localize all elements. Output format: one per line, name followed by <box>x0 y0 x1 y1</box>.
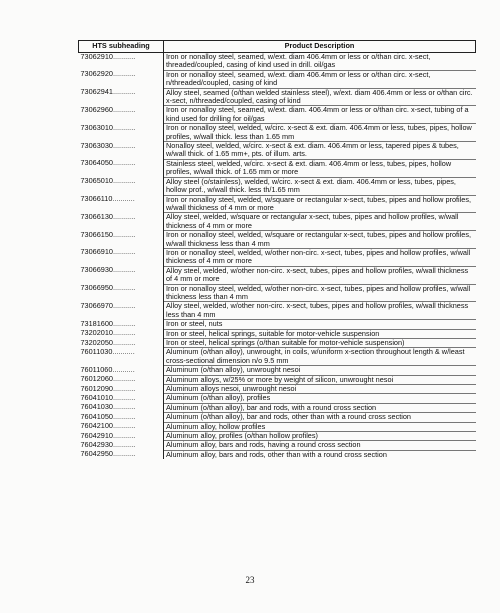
product-description: Aluminum alloy, bars and rods, other than with a round cross section <box>164 450 476 459</box>
hts-code-cell <box>79 441 164 450</box>
hts-code-cell <box>79 403 164 412</box>
hts-code: 73066950 <box>80 284 113 293</box>
hts-code: 73062960 <box>80 105 113 114</box>
hts-code: 76042100 <box>80 422 113 431</box>
hts-code: 73064050 <box>80 159 113 168</box>
leader-dots: ........... <box>112 266 136 275</box>
hts-code: 73063010 <box>80 123 113 132</box>
hts-code: 76042930 <box>80 440 113 449</box>
leader-dots: ........... <box>112 88 136 97</box>
table-row <box>79 70 476 88</box>
hts-code: 73062920 <box>80 70 113 79</box>
page-number: 23 <box>245 575 255 585</box>
table-row <box>79 177 476 195</box>
product-description: Iron or nonalloy steel, welded, w/other non-circ. x-sect, tubes, pipes and hollow profiles, w/wall thickness less than 4 mm <box>164 284 476 302</box>
hts-code-cell <box>79 53 164 71</box>
hts-code-cell <box>79 366 164 375</box>
hts-code-cell <box>79 88 164 106</box>
hts-code-cell <box>79 159 164 177</box>
hts-code-cell <box>79 106 164 124</box>
hts-table <box>78 40 476 459</box>
product-description: Iron or steel, helical springs (o/than suitable for motor-vehicle suspension) <box>164 339 476 348</box>
hts-code-cell <box>79 266 164 284</box>
header-hts-subheading: HTS subheading <box>79 41 164 53</box>
hts-code-cell <box>79 195 164 213</box>
leader-dots: ........... <box>112 141 136 150</box>
hts-code: 73181600 <box>80 319 113 328</box>
leader-dots: ........... <box>112 301 136 310</box>
hts-code: 73062910 <box>80 52 113 61</box>
product-description: Aluminum (o/than alloy), unwrought nesoi <box>164 366 476 375</box>
hts-code: 76042910 <box>80 431 113 440</box>
table-row <box>79 88 476 106</box>
hts-code: 73062941 <box>80 88 113 97</box>
hts-code-cell <box>79 248 164 266</box>
hts-code-cell <box>79 142 164 160</box>
product-description: Aluminum alloy, hollow profiles <box>164 422 476 431</box>
product-description: Iron or nonalloy steel, welded, w/circ. x-sect & ext. diam. 406.4mm or less, tubes, pipes, hollow profiles, w/wall thick. less than 1.65 mm <box>164 124 476 142</box>
hts-code-cell <box>79 302 164 320</box>
table-row <box>79 413 476 422</box>
product-description: Iron or nonalloy steel, seamed, w/ext. diam 406.4mm or less or o/than circ. x-sect, threaded/coupled, casing of kind used in drill. oil/gas <box>166 52 431 70</box>
hts-code: 73202010 <box>80 329 113 338</box>
leader-dots: ........... <box>112 440 136 449</box>
hts-code: 76042950 <box>80 450 113 459</box>
product-description: Nonalloy steel, welded, w/circ. x-sect & ext. diam. 406.4mm or less, tapered pipes & tubes, w/wall thick. of 1.65 mm+, pts. of illum. arts. <box>164 142 476 160</box>
table-row <box>79 266 476 284</box>
hts-code-cell <box>79 329 164 338</box>
product-description: Alloy steel, welded, w/other non-circ. x-sect, tubes, pipes and hollow profiles, w/wall thickness less than 4 mm <box>164 302 476 320</box>
product-description: Aluminum (o/than alloy), bar and rods, with a round cross section <box>164 403 476 412</box>
product-description: Stainless steel, welded, w/circ. x-sect & ext. diam. 406.4mm or less, tubes, pipes, hollow profiles, w/wall thick. of 1.65 mm or more <box>164 159 476 177</box>
header-product-description: Product Description <box>164 41 476 53</box>
leader-dots: ........... <box>112 123 136 132</box>
hts-code: 76041010 <box>80 393 113 402</box>
leader-dots: ........... <box>112 195 135 203</box>
leader-dots: ........... <box>112 375 136 384</box>
table-row <box>79 248 476 266</box>
product-description: Alloy steel (o/stainless), welded, w/circ. x-sect & ext. diam. 406.4mm or less, tubes, pipes, hollow prof., w/wall thick. less th/1.65 mm <box>164 177 476 195</box>
hts-code: 73066930 <box>80 266 113 275</box>
hts-code-cell <box>79 124 164 142</box>
table-row <box>79 159 476 177</box>
leader-dots: ........... <box>112 365 135 374</box>
hts-code-cell <box>79 450 164 459</box>
leader-dots: ........... <box>112 347 135 356</box>
leader-dots: ........... <box>112 403 136 412</box>
product-description: Iron or nonalloy steel, seamed, w/ext. diam 406.4mm or less or o/than circ. x-sect, n/threaded/coupled, casing of kind <box>164 70 476 88</box>
table-body <box>79 53 476 460</box>
product-description: Iron or nonalloy steel, welded, w/other non-circ. x-sect, tubes, pipes and hollow profiles, w/wall thickness of 4 mm or more <box>164 248 476 266</box>
leader-dots: ........... <box>112 431 136 440</box>
leader-dots: ........... <box>112 450 136 459</box>
hts-code-cell <box>79 177 164 195</box>
table-row <box>79 124 476 142</box>
hts-code: 73066150 <box>80 230 113 239</box>
product-description: Aluminum alloys nesoi, unwrought nesoi <box>164 385 476 394</box>
table-row <box>79 385 476 394</box>
hts-code-cell <box>79 432 164 441</box>
hts-code: 73063030 <box>80 141 113 150</box>
table-row <box>79 213 476 231</box>
hts-code-cell <box>79 348 164 366</box>
leader-dots: ........... <box>112 393 136 402</box>
hts-code-cell <box>79 394 164 403</box>
product-description: Aluminum (o/than alloy), profiles <box>164 394 476 403</box>
hts-code-cell <box>79 375 164 384</box>
product-description: Alloy steel, seamed (o/than welded stainless steel), w/ext. diam 406.4mm or less or o/than circ. x-sect, n/threaded/coupled, casing of kind <box>164 88 476 106</box>
hts-code: 76011060 <box>80 365 113 374</box>
product-description: Iron or steel, nuts <box>164 320 476 329</box>
table-row <box>79 450 476 459</box>
hts-code: 76012090 <box>80 384 113 393</box>
product-description: Alloy steel, welded, w/square or rectangular x-sect, tubes, pipes and hollow profiles, w/wall thickness of 4 mm or more <box>164 213 476 231</box>
hts-code-cell <box>79 70 164 88</box>
hts-code-cell <box>79 320 164 329</box>
hts-code: 73066910 <box>80 248 113 257</box>
leader-dots: ........... <box>112 177 136 186</box>
table-row <box>79 231 476 249</box>
hts-code-cell <box>79 284 164 302</box>
product-description: Iron or nonalloy steel, welded, w/square or rectangular x-sect, tubes, pipes and hollow profiles, w/wall thickness less than 4 mm <box>164 231 476 249</box>
table-row <box>79 394 476 403</box>
hts-code: 76011030 <box>80 347 113 356</box>
product-description: Aluminum alloy, profiles (o/than hollow profiles) <box>164 432 476 441</box>
leader-dots: ........... <box>112 248 136 257</box>
hts-code: 73066130 <box>80 212 113 221</box>
product-description: Aluminum alloy, bars and rods, having a round cross section <box>164 441 476 450</box>
table-row <box>79 284 476 302</box>
product-description: Aluminum alloys, w/25% or more by weight of silicon, unwrought nesoi <box>164 375 476 384</box>
hts-code-cell <box>79 385 164 394</box>
table-row <box>79 142 476 160</box>
table-row <box>79 106 476 124</box>
product-description: Alloy steel, welded, w/other non-circ. x-sect, tubes, pipes and hollow profiles, w/wall thickness of 4 mm or more <box>164 266 476 284</box>
leader-dots: ........... <box>112 422 136 431</box>
hts-code-cell <box>79 213 164 231</box>
table-header-row <box>79 41 476 53</box>
hts-code-cell <box>79 231 164 249</box>
table-row <box>79 348 476 366</box>
leader-dots: ........... <box>112 70 136 79</box>
hts-code-cell <box>79 339 164 348</box>
product-description: Aluminum (o/than alloy), unwrought, in coils, w/uniform x-section throughout length & w/least cross-sectional dimension n/o 9.5 mm <box>164 348 476 366</box>
table-row <box>79 441 476 450</box>
leader-dots: ........... <box>112 338 136 347</box>
product-description: Aluminum (o/than alloy), bar and rods, other than with a round cross section <box>164 413 476 422</box>
hts-code-cell <box>79 413 164 422</box>
hts-code: 76012060 <box>80 375 113 384</box>
leader-dots: ........... <box>112 412 136 421</box>
leader-dots: ........... <box>112 52 136 61</box>
hts-code: 73202050 <box>80 338 113 347</box>
table-row <box>79 53 476 71</box>
hts-code: 76041050 <box>80 412 113 421</box>
leader-dots: ........... <box>112 230 136 239</box>
leader-dots: ........... <box>112 384 136 393</box>
table-row <box>79 366 476 375</box>
hts-code: 73066110 <box>80 195 113 203</box>
product-description: Iron or steel, helical springs, suitable for motor-vehicle suspension <box>164 329 476 338</box>
table-row <box>79 302 476 320</box>
product-description: Iron or nonalloy steel, welded, w/square or rectangular x-sect, tubes, pipes and hollow profiles, w/wall thickness of 4 mm or more <box>164 195 476 213</box>
table-row <box>79 320 476 329</box>
hts-code-cell <box>79 422 164 431</box>
leader-dots: ........... <box>112 319 136 328</box>
leader-dots: ........... <box>112 105 136 114</box>
table-row <box>79 195 476 213</box>
hts-code: 76041030 <box>80 403 113 412</box>
leader-dots: ........... <box>112 329 136 338</box>
product-description: Iron or nonalloy steel, seamed, w/ext. diam. 406.4mm or less or o/than circ. x-sect, tubing of a kind used for drilling for oil/gas <box>164 106 476 124</box>
leader-dots: ........... <box>112 159 136 168</box>
hts-code: 73066970 <box>80 301 113 310</box>
leader-dots: ........... <box>112 284 136 293</box>
leader-dots: ........... <box>112 212 136 221</box>
hts-code: 73065010 <box>80 177 113 186</box>
